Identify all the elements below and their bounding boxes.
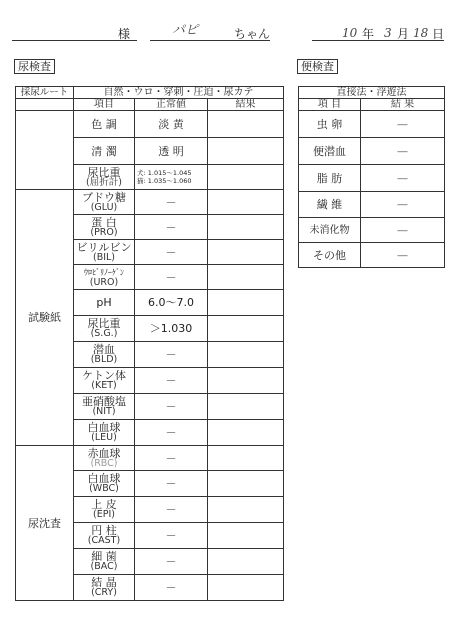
normal-ket: － [135, 368, 208, 394]
stool-result-fat[interactable]: — [361, 165, 445, 192]
result-color[interactable] [208, 111, 284, 138]
normal-sg: ＞1.030 [135, 316, 208, 342]
normal-ph: 6.0～7.0 [135, 290, 208, 316]
normal-bil: － [135, 240, 208, 265]
stool-result-other[interactable]: — [361, 243, 445, 268]
normal-rbc: － [135, 446, 208, 471]
stool-result-undigested[interactable]: — [361, 218, 445, 243]
stool-test-label: 便検査 [297, 59, 338, 74]
normal-epi: － [135, 497, 208, 523]
item-label: ブドウ糖 [82, 190, 126, 204]
normal-sg-refractometer [135, 165, 208, 190]
normal-nit: － [135, 394, 208, 420]
item-cast [74, 523, 135, 549]
item-wbc [74, 471, 135, 497]
normal-leu: － [135, 420, 208, 446]
route-value: 自然・ウロ・穿刺・圧迫・尿カテ [74, 87, 284, 99]
result-bac[interactable] [208, 549, 284, 575]
item-cry [74, 575, 135, 601]
item-label: ｳﾛﾋﾞﾘﾉｰｹﾞﾝ [84, 268, 124, 277]
item-label: pH [96, 296, 112, 309]
item-label: 白血球 [87, 421, 121, 434]
stool-test-table [298, 86, 445, 268]
item-bil [74, 240, 135, 265]
column-normal: 正常値 [135, 99, 208, 111]
year-suffix: 年 [362, 27, 375, 41]
item-epi [74, 497, 135, 523]
item-sub: (BAC) [90, 561, 118, 572]
date-month: 3 [384, 26, 392, 40]
item-glu [74, 190, 135, 215]
stool-item-other: その他 [299, 243, 361, 268]
item-nit [74, 394, 135, 420]
result-sg[interactable] [208, 316, 284, 342]
item-color: 色 調 [74, 111, 135, 138]
result-glu[interactable] [208, 190, 284, 215]
result-bil[interactable] [208, 240, 284, 265]
item-sub: (URO) [89, 277, 119, 288]
category-sediment: 尿沈査 [16, 446, 74, 601]
item-label: ビリルビン [76, 240, 132, 254]
item-label: 細 菌 [91, 550, 117, 563]
result-rbc[interactable] [208, 446, 284, 471]
date-underline [312, 40, 444, 41]
item-label: 結 晶 [91, 576, 117, 589]
item-label: 潜血 [93, 343, 115, 356]
stool-column-item: 項 目 [299, 99, 361, 111]
item-sub: (LEU) [91, 432, 117, 443]
item-sub: (BIL) [92, 251, 116, 263]
result-uro[interactable] [208, 265, 284, 290]
stool-result-fiber[interactable]: — [361, 192, 445, 218]
result-turbidity[interactable] [208, 138, 284, 165]
item-rbc [74, 446, 135, 471]
item-bac [74, 549, 135, 575]
item-label: 尿比重 [87, 165, 121, 179]
normal-glu: － [135, 190, 208, 215]
item-sub: (GLU) [90, 201, 118, 213]
item-ket [74, 368, 135, 394]
item-leu [74, 420, 135, 446]
stool-result-eggs[interactable]: — [361, 111, 445, 138]
column-result: 結果 [208, 99, 284, 111]
date-day: 18 [413, 26, 429, 40]
stool-result-occult-blood[interactable]: — [361, 138, 445, 165]
normal-bld: － [135, 342, 208, 368]
result-pro[interactable] [208, 215, 284, 240]
item-pro [74, 215, 135, 240]
item-sub: (WBC) [89, 483, 119, 494]
result-epi[interactable] [208, 497, 284, 523]
item-label: 亜硝酸塩 [82, 395, 126, 408]
item-label: 円 柱 [91, 524, 117, 537]
item-sub: (EPI) [93, 509, 115, 520]
month-suffix: 月 [397, 27, 410, 41]
item-sub: (S.G.) [90, 328, 118, 339]
item-sub: (CRY) [91, 587, 117, 598]
item-ph [74, 290, 135, 316]
item-sub: (PRO) [90, 226, 118, 238]
item-sg-refractometer [74, 165, 135, 190]
item-uro [74, 265, 135, 290]
item-bld [74, 342, 135, 368]
normal-cast: － [135, 523, 208, 549]
stool-method: 直接法・浮遊法 [299, 87, 445, 99]
item-sub: (RBC) [90, 457, 118, 469]
normal-pro: － [135, 215, 208, 240]
item-sub: (屈折計) [86, 176, 122, 188]
item-sg [74, 316, 135, 342]
item-turbidity: 清 濁 [74, 138, 135, 165]
column-item: 項目 [74, 99, 135, 111]
normal-wbc: － [135, 471, 208, 497]
stool-item-eggs: 虫 卵 [299, 111, 361, 138]
blank-header-cell [16, 99, 74, 111]
blank-category-cell [16, 111, 74, 190]
day-suffix: 日 [432, 27, 445, 41]
category-test-strip: 試験紙 [16, 190, 74, 446]
normal-uro: － [135, 265, 208, 290]
stool-column-result: 結 果 [361, 99, 445, 111]
route-label: 採尿ルート [16, 87, 74, 99]
result-sg-refractometer[interactable] [208, 165, 284, 190]
result-bld[interactable] [208, 342, 284, 368]
stool-item-occult-blood: 便潜血 [299, 138, 361, 165]
date-year: 10 [342, 26, 358, 40]
normal-turbidity: 透 明 [135, 138, 208, 165]
sama-label: 様 [118, 27, 131, 41]
urine-test-table [15, 86, 284, 601]
stool-item-undigested: 未消化物 [299, 218, 361, 243]
stool-item-fat: 脂 肪 [299, 165, 361, 192]
item-sub: (KET) [91, 380, 117, 391]
normal-cat: 猫: 1.035～1.060 [137, 177, 192, 185]
result-ket[interactable] [208, 368, 284, 394]
pet-name: パピ [172, 23, 199, 38]
item-sub: (CAST) [87, 535, 121, 546]
normal-bac: － [135, 549, 208, 575]
item-label: 白血球 [87, 472, 121, 485]
chan-label: ちゃん [234, 27, 271, 41]
item-sub: (BLD) [90, 354, 118, 365]
item-label: 蛋 白 [91, 215, 117, 229]
normal-cry: － [135, 575, 208, 601]
result-leu[interactable] [208, 420, 284, 446]
item-label: 赤血球 [87, 446, 121, 460]
result-ph[interactable] [208, 290, 284, 316]
urine-test-label: 尿検査 [14, 59, 55, 74]
item-label: 尿比重 [87, 317, 121, 330]
item-sub: (NIT) [92, 406, 116, 417]
result-cry[interactable] [208, 575, 284, 601]
normal-dog: 犬: 1.015～1.045 [137, 169, 192, 177]
item-label: ケトン体 [82, 369, 126, 382]
result-wbc[interactable] [208, 471, 284, 497]
result-cast[interactable] [208, 523, 284, 549]
item-label: 上 皮 [91, 498, 117, 511]
stool-item-fiber: 繊 維 [299, 192, 361, 218]
result-nit[interactable] [208, 394, 284, 420]
normal-color: 淡 黄 [135, 111, 208, 138]
